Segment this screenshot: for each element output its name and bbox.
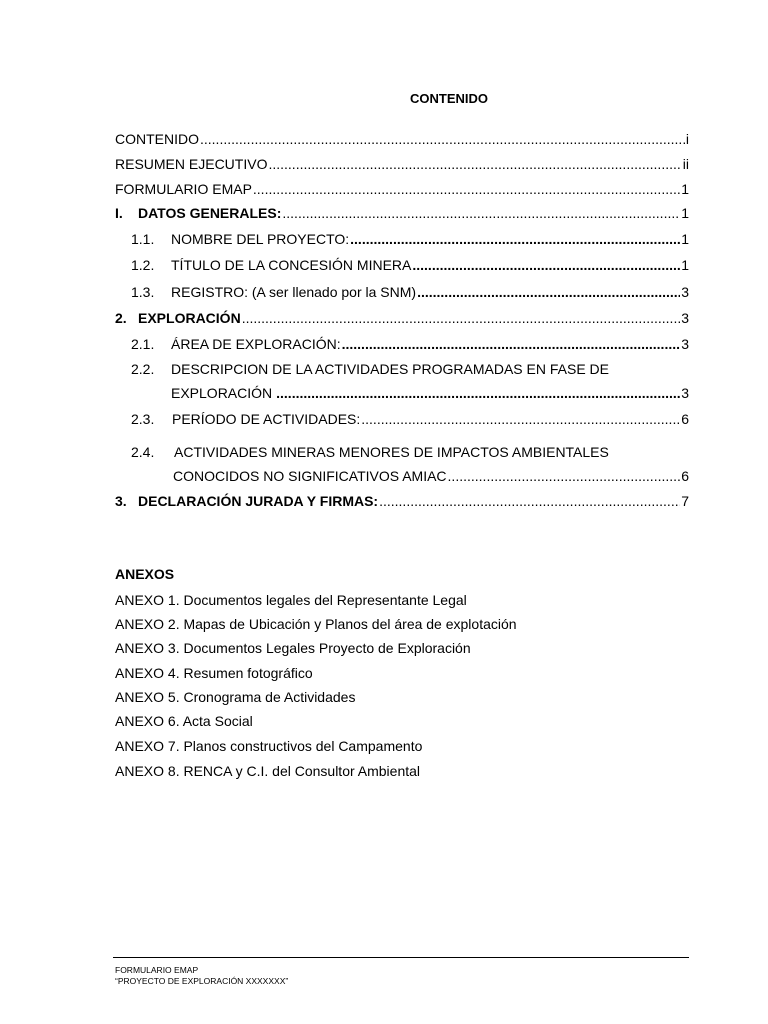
annex-item[interactable]: ANEXO 1. Documentos legales del Representante Legal [115,592,467,608]
leader-dots [253,181,680,197]
toc-entry-text: DESCRIPCION DE LA ACTIVIDADES PROGRAMADAS EN FASE DE [171,361,609,377]
annex-item[interactable]: ANEXO 3. Documentos Legales Proyecto de Exploración [115,640,471,656]
leader-dots [282,205,680,221]
toc-entry-text: EXPLORACIÓN [138,310,241,326]
toc-entry-page: 3 [681,284,689,300]
toc-entry-number: 1.3. [131,284,155,300]
toc-entry-text: REGISTRO: (A ser llenado por la SNM) [171,284,417,300]
annex-item[interactable]: ANEXO 5. Cronograma de Actividades [115,689,356,705]
leader-dots [276,385,680,401]
leader-dots [417,284,680,300]
toc-entry[interactable] [131,284,689,300]
toc-entry-page: 3 [681,310,689,326]
leader-dots [242,310,681,326]
toc-entry-page: 6 [681,468,689,484]
toc-entry-page: 7 [681,493,689,509]
toc-entry[interactable] [115,181,689,197]
toc-entry-page: 1 [681,231,689,247]
toc-entry[interactable] [115,310,689,326]
toc-entry-page: 6 [681,411,689,427]
toc-entry-text: ACTIVIDADES MINERAS MENORES DE IMPACTOS AMBIENTALES [174,444,609,460]
toc-entry-number: 2. [115,310,127,326]
toc-entry-page: 1 [681,205,689,221]
toc-entry-page: 1 [681,257,689,273]
footer-line-1: FORMULARIO EMAP [115,965,199,975]
toc-entry-page: 3 [681,385,689,401]
toc-entry-number: 2.4. [131,444,155,460]
toc-entry-number: 2.2. [131,361,155,377]
toc-entry-text: DECLARACIÓN JURADA Y FIRMAS: [138,493,379,509]
toc-entry-text: PERÍODO DE ACTIVIDADES: [172,411,361,427]
footer-divider [113,957,689,958]
toc-entry-text: NOMBRE DEL PROYECTO: [171,231,350,247]
annex-item[interactable]: ANEXO 7. Planos constructivos del Campamento [115,738,423,754]
toc-entry-text: DATOS GENERALES: [138,205,282,221]
leader-dots [379,493,680,509]
leader-dots [268,156,681,172]
footer-line-2: “PROYECTO DE EXPLORACIÓN XXXXXXX” [115,976,289,986]
leader-dots [412,257,680,273]
toc-entry-text: TÍTULO DE LA CONCESIÓN MINERA [171,257,412,273]
toc-entry[interactable] [115,205,689,221]
toc-entry-page: 1 [681,181,689,197]
toc-entry-first-line[interactable] [131,444,609,460]
toc-entry[interactable] [171,385,689,401]
toc-entry-number: 2.3. [131,411,155,427]
toc-entry-first-line[interactable] [131,361,609,377]
toc-entry-page: i [685,131,689,147]
toc-entry[interactable] [131,411,689,427]
toc-entry[interactable] [131,231,689,247]
toc-entry-number: 1.2. [131,257,155,273]
toc-entry-number: I. [115,205,123,221]
annex-item[interactable]: ANEXO 8. RENCA y C.I. del Consultor Ambiental [115,763,421,779]
toc-entry[interactable] [115,131,689,147]
toc-entry[interactable] [131,336,689,352]
toc-entry-text: CONTENIDO [115,131,199,147]
annex-item[interactable]: ANEXO 2. Mapas de Ubicación y Planos del área de explotación [115,616,517,632]
toc-entry-page: 3 [681,336,689,352]
annex-item[interactable]: ANEXO 4. Resumen fotográfico [115,665,313,681]
toc-entry-number: 3. [115,493,127,509]
leader-dots [342,336,681,352]
toc-entry-page: ii [682,156,689,172]
leader-dots [448,468,681,484]
leader-dots [350,231,680,247]
toc-entry[interactable] [131,257,689,273]
toc-entry-text: CONOCIDOS NO SIGNIFICATIVOS AMIAC [173,468,447,484]
toc-entry-text: ÁREA DE EXPLORACIÓN: [171,336,341,352]
toc-entry[interactable] [115,156,689,172]
page-title: CONTENIDO [410,91,488,106]
toc-entry-number: 1.1. [131,231,155,247]
leader-dots [200,131,685,147]
annexes-heading: ANEXOS [115,566,175,582]
annex-item[interactable]: ANEXO 6. Acta Social [115,713,253,729]
toc-entry[interactable] [115,493,689,509]
toc-entry-number: 2.1. [131,336,155,352]
toc-entry-text: FORMULARIO EMAP [115,181,252,197]
leader-dots [361,411,680,427]
toc-entry-text: RESUMEN EJECUTIVO [115,156,268,172]
toc-entry[interactable] [173,468,689,484]
toc-entry-text: EXPLORACIÓN [171,385,273,401]
